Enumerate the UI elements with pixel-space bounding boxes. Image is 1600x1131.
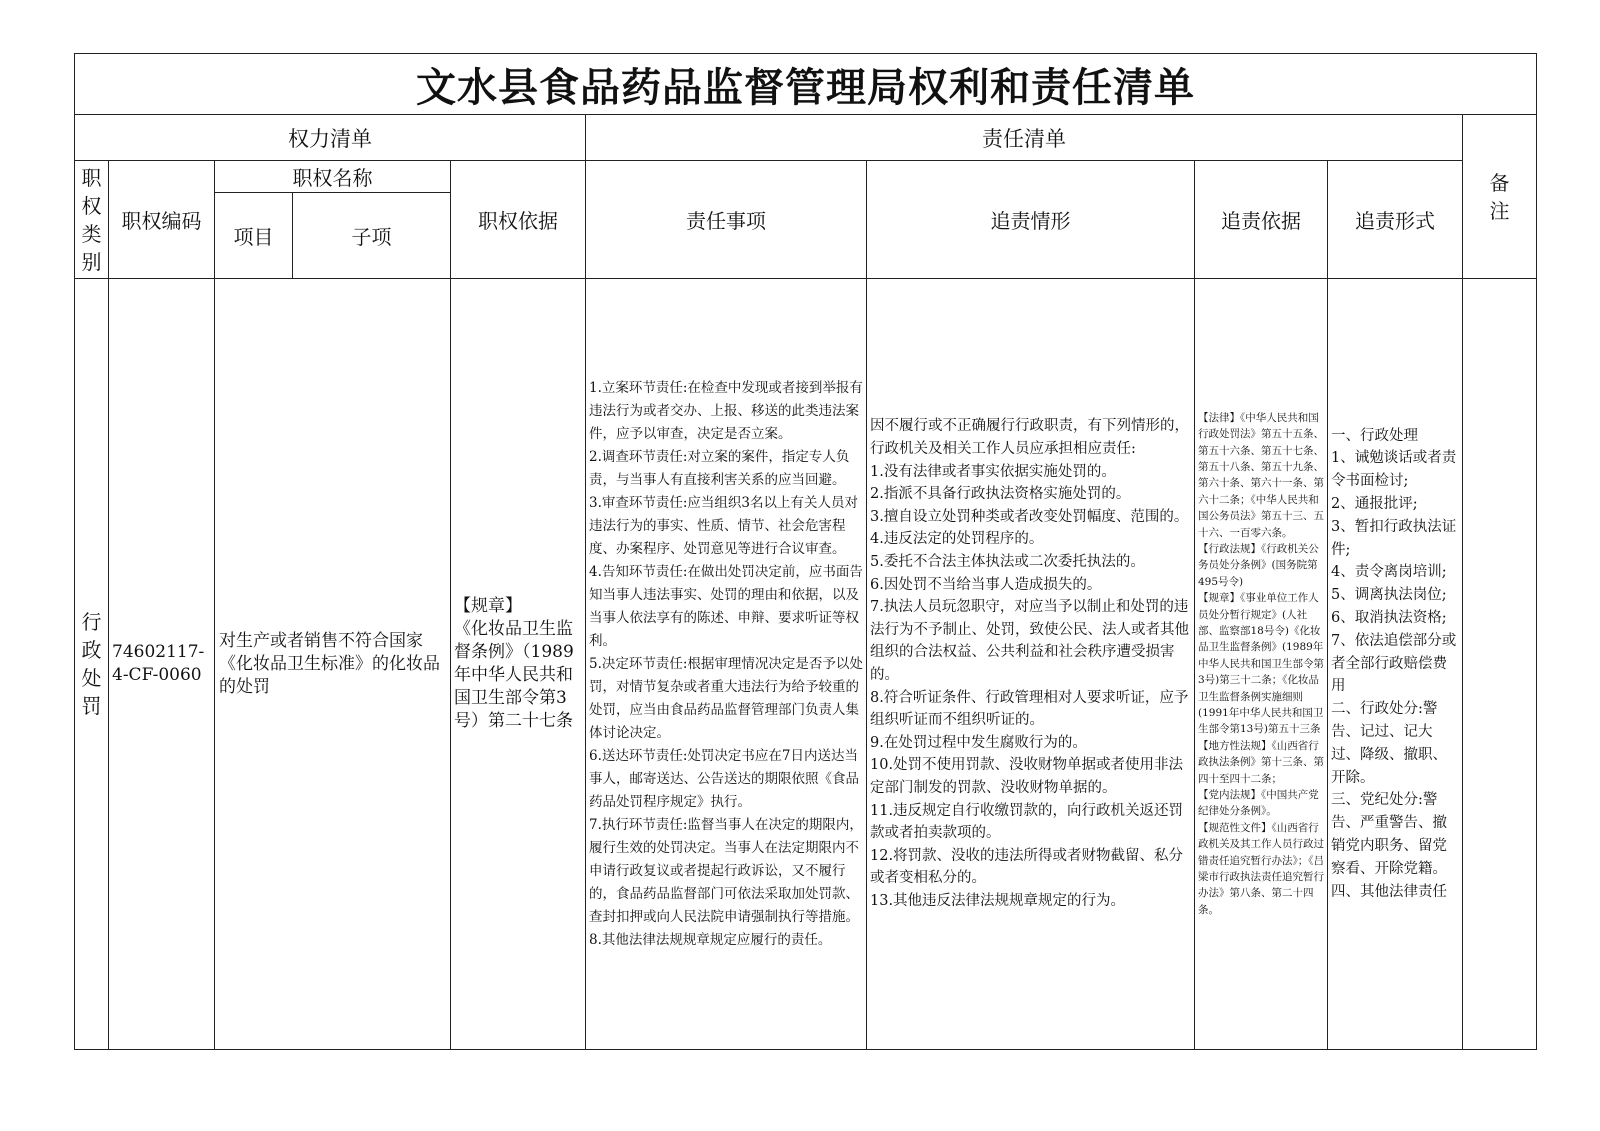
accountability-basis-item: 【行政法规】《行政机关公务员处分条例》(国务院第495号令)	[1198, 542, 1319, 588]
situation-item: 13.其他违反法律法规规章规定的行为。	[870, 892, 1126, 909]
item-header: 项目	[215, 193, 293, 279]
accountability-form-item: 4、责令离岗培训;	[1331, 564, 1447, 581]
subitem-header: 子项	[293, 193, 451, 279]
responsibility-sheet	[74, 53, 1536, 1050]
accountability-form-item: 6、取消执法资格;	[1331, 610, 1447, 626]
situation-item: 6.因处罚不当给当事人造成损失的。	[870, 576, 1102, 593]
situation-item: 3.擅自设立处罚种类或者改变处罚幅度、范围的。	[870, 508, 1189, 525]
situation-item: 因不履行或不正确履行行政职责，有下列情形的，行政机关及相关工作人员应承担相应责任:	[870, 418, 1189, 458]
duties-header: 责任事项	[586, 161, 867, 279]
situation-item: 2.指派不具备行政执法资格实施处罚的。	[870, 486, 1131, 503]
remarks-cell	[1463, 279, 1537, 1050]
category-cell: 行政处罚	[75, 279, 109, 1050]
accountability-basis-header: 追责依据	[1195, 161, 1328, 279]
basis-text: 《化妆品卫生监督条例》（1989年中华人民共和国卫生部令第3号）第二十七条	[454, 619, 574, 731]
responsibility-list-header: 责任清单	[586, 115, 1463, 161]
accountability-form-item: 四、其他法律责任	[1331, 883, 1447, 900]
situation-item: 8.符合听证条件、行政管理相对人要求听证，应予组织听证而不组织听证的。	[870, 689, 1189, 729]
accountability-form-item: 7、依法追偿部分或者全部行政赔偿费用	[1331, 632, 1457, 695]
accountability-basis-cell	[1195, 279, 1328, 1050]
situation-item: 10.处罚不使用罚款、没收财物单据或者使用非法定部门制发的罚款、没收财物单据的。	[870, 757, 1184, 796]
situation-item: 9.在处罚过程中发生腐败行为的。	[870, 734, 1087, 751]
basis-header: 职权依据	[451, 161, 586, 279]
situation-item: 12.将罚款、没收的违法所得或者财物截留、私分或者变相私分的。	[870, 847, 1184, 887]
duty-item: 7.执行环节责任:监督当事人在决定的期限内，履行生效的处罚决定。当事人在法定期限内不申请行政复议或者提起行政诉讼，又不履行的，食品药品监督部门可依法采取加处罚款、查封扣押或向人民法院申请强制执行等措施。	[589, 816, 863, 925]
situation-item: 7.执法人员玩忽职守，对应当予以制止和处罚的违法行为不予制止、处罚，致使公民、法人或者其他组织的合法权益、公共利益和社会秩序遭受损害的。	[870, 599, 1189, 683]
accountability-form-item: 1、诫勉谈话或者责令书面检讨;	[1331, 450, 1457, 490]
remarks-header: 备注	[1463, 115, 1537, 279]
accountability-form-item: 2、通报批评;	[1331, 496, 1418, 513]
code-cell: 74602117-4-CF-0060	[109, 279, 215, 1050]
rights-responsibility-table	[74, 53, 1537, 1050]
accountability-basis-item: 【规章】《事业单位工作人员处分暂行规定》(人社部、监察部18号令)《化妆品卫生监督条例》(1989年中华人民共和国卫生部令第3号)第三十二条；《化妆品卫生监督条例实施细则(1991年中华人民共和国卫生部令第13号)第五十三条	[1198, 592, 1324, 736]
accountability-form-item: 5、调离执法岗位;	[1331, 587, 1447, 604]
situations-cell	[867, 279, 1195, 1050]
duty-item: 1.立案环节责任:在检查中发现或者接到举报有违法行为或者交办、上报、移送的此类违法案件，应予以审查，决定是否立案。	[589, 379, 863, 442]
accountability-form-item: 一、行政处理	[1331, 427, 1418, 444]
page-title: 文水县食品药品监督管理局权利和责任清单	[75, 54, 1537, 115]
duty-item: 5.决定环节责任:根据审理情况决定是否予以处罚，对情节复杂或者重大违法行为给予较重的处罚，应当由食品药品监督管理部门负责人集体讨论决定。	[589, 655, 863, 741]
accountability-form-cell	[1328, 279, 1463, 1050]
situation-item: 5.委托不合法主体执法或二次委托执法的。	[870, 554, 1145, 571]
name-cell: 对生产或者销售不符合国家《化妆品卫生标准》的化妆品的处罚	[215, 279, 451, 1050]
basis-type: 【规章】	[454, 596, 522, 616]
situation-item: 11.违反规定自行收缴罚款的，向行政机关返还罚款或者拍卖款项的。	[870, 802, 1184, 842]
accountability-basis-item: 【法律】《中华人民共和国行政处罚法》第五十五条、第五十六条、第五十七条、第五十八条、第五十九条、第六十条、第六十一条、第六十二条；《中华人民共和国公务员法》第五十三、五十六、一百零六条。	[1198, 411, 1324, 539]
accountability-form-item: 三、党纪处分:警告、严重警告、撤销党内职务、留党察看、开除党籍。	[1331, 792, 1447, 877]
situations-header: 追责情形	[867, 161, 1195, 279]
duties-cell	[586, 279, 867, 1050]
situation-item: 4.违反法定的处罚程序的。	[870, 531, 1044, 548]
duty-item: 2.调查环节责任:对立案的案件，指定专人负责，与当事人有直接利害关系的应当回避。	[589, 448, 850, 488]
accountability-basis-item: 【规范性文件】《山西省行政机关及其工作人员行政过错责任追究暂行办法》；《吕梁市行政执法责任追究暂行办法》第八条、第二十四条。	[1198, 821, 1324, 916]
situation-item: 1.没有法律或者事实依据实施处罚的。	[870, 463, 1116, 480]
accountability-form-item: 3、暂扣行政执法证件;	[1331, 518, 1457, 558]
accountability-form-header: 追责形式	[1328, 161, 1463, 279]
power-list-header: 权力清单	[75, 115, 586, 161]
accountability-basis-item: 【地方性法规】《山西省行政执法条例》第十三条、第四十至四十二条；	[1198, 739, 1324, 785]
duty-item: 8.其他法律法规规章规定应履行的责任。	[589, 931, 832, 948]
duty-item: 4.告知环节责任:在做出处罚决定前，应书面告知当事人违法事实、处罚的理由和依据，以及当事人依法享有的陈述、申辩、要求听证等权利。	[589, 563, 863, 649]
accountability-basis-item: 【党内法规】《中国共产党纪律处分条例》。	[1198, 789, 1319, 818]
duty-item: 6.送达环节责任:处罚决定书应在7日内送达当事人，邮寄送达、公告送达的期限依照《食品药品处罚程序规定》执行。	[589, 747, 859, 810]
table-row	[75, 279, 1537, 1050]
basis-cell	[451, 279, 586, 1050]
category-header: 职权类别	[75, 161, 109, 279]
accountability-form-item: 二、行政处分:警告、记过、记大过、降级、撤职、开除。	[1331, 701, 1447, 786]
duty-item: 3.审查环节责任:应当组织3名以上有关人员对违法行为的事实、性质、情节、社会危害程度、办案程序、处罚意见等进行合议审查。	[589, 494, 859, 557]
name-header: 职权名称	[215, 161, 451, 193]
code-header: 职权编码	[109, 161, 215, 279]
